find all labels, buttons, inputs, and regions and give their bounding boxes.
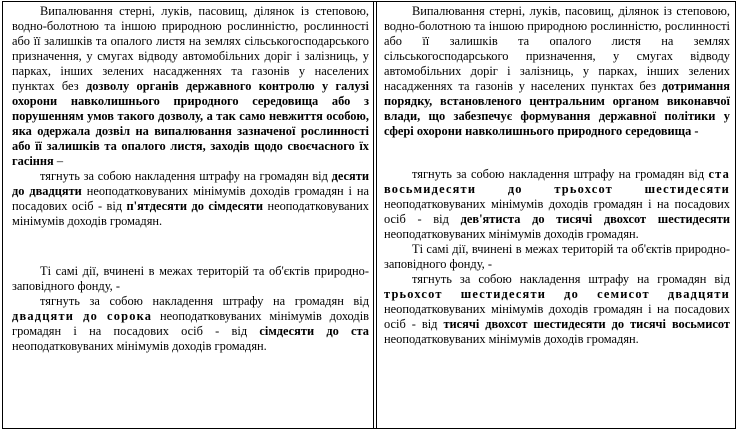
left-p4-bold-a: двадцяти до сорока [12, 309, 153, 323]
left-p4-bold-b: сімдесяти до ста [259, 324, 369, 338]
left-paragraph-offense [12, 4, 369, 169]
column-divider-inner [376, 2, 377, 428]
left-p4-text-c: неоподатковуваних мінімумів доходів громадян. [12, 339, 267, 353]
right-p2-bold-b: дев'ятиста до тисячі двохсот шестидесяти [460, 212, 730, 226]
left-p1-text: Випалювання стерні, луків, пасовищ, ділянок із степовою, водно-болотною та іншою природною рослинністю, рослинності або її залишків та опалого листя на землях сільськогосподарського призначення, у смугах відводу автомобільних доріг і залізниць, у парках, інших зелених насадженнях та газонів у населених пунктах без [12, 4, 369, 93]
right-paragraph-offense [384, 4, 730, 139]
right-p2-bold-a: ста восьмидесяти до трьохсот шестидесяти [384, 167, 730, 196]
right-p1-text: Випалювання стерні, луків, пасовищ, ділянок із степовою, водно-болотною та іншою природною рослинністю, рослинності або її залишків та опалого листя на землях сільськогосподарського призначення, у смугах відводу автомобільних доріг і залізниць, у парках, інших зелених насадженнях та газонів у населених пунктах без [384, 4, 730, 93]
column-current-text [12, 4, 369, 354]
left-p2-text-b: неоподатковуваних мінімумів доходів громадян і на посадових осіб - від [12, 184, 369, 213]
left-paragraph-reserve-penalty [12, 294, 369, 354]
right-spacer-a [384, 139, 730, 167]
right-p2-text-c: неоподатковуваних мінімумів доходів громадян. [384, 227, 639, 241]
right-p1-tail: - [691, 124, 699, 138]
left-p4-text-a: тягнуть за собою накладення штрафу на громадян від [40, 294, 369, 308]
right-p4-text-c: неоподатковуваних мінімумів доходів громадян. [384, 332, 639, 346]
comparison-table [2, 1, 736, 429]
left-p2-bold-b: п'ятдесяти до сімдесяти [126, 199, 264, 213]
column-divider [373, 2, 374, 428]
right-p2-text-a: тягнуть за собою накладення штрафу на громадян від [412, 167, 709, 181]
left-p2-text-a: тягнуть за собою накладення штрафу на громадян від [40, 169, 332, 183]
right-paragraph-reserve: Ті самі дії, вчинені в межах територій та об'єктів природно-заповідного фонду, - [384, 242, 730, 271]
right-p4-text-a: тягнуть за собою накладення штрафу на громадян від [412, 272, 730, 286]
left-p2-bold-a: десяти до двадцяти [12, 169, 369, 198]
left-p4-text-b: неоподатковуваних мінімумів доходів громадян і на посадових осіб - від [12, 309, 369, 338]
left-p1-bold: дозволу органів державного контролю у галузі охорони навколишнього природного середовища або з порушенням умов такого дозволу, а так само невжиття особою, яка одержала дозвіл на випалювання зазначеної рослинності або її залишків та опалого листя, заходів щодо своєчасного їх гасіння [12, 79, 369, 168]
column-proposed-text [384, 4, 730, 347]
left-p1-tail: – [53, 154, 64, 168]
right-paragraph-reserve-penalty [384, 272, 730, 347]
right-p4-bold-b: тисячі двохсот шестидесяти до тисячі восьмисот [443, 317, 730, 331]
left-p2-text-c: неоподатковуваних мінімумів доходів громадян. [12, 199, 369, 228]
left-paragraph-penalty [12, 169, 369, 229]
right-p4-text-b: неоподатковуваних мінімумів доходів громадян і на посадових осіб - від [384, 302, 730, 331]
left-paragraph-reserve: Ті самі дії, вчинені в межах територій та об'єктів природно-заповідного фонду, - [12, 264, 369, 293]
left-spacer [12, 229, 369, 264]
right-p4-bold-a: трьохсот шестидесяти до семисот двадцяти [384, 287, 730, 301]
right-p1-bold: дотримання порядку, встановленого центральним органом виконавчої влади, що забезпечує формування державної політики у сфері охорони навколишнього природного середовища [384, 79, 730, 138]
right-p2-text-b: неоподатковуваних мінімумів доходів громадян і на посадових осіб - від [384, 197, 730, 226]
right-paragraph-penalty [384, 167, 730, 242]
